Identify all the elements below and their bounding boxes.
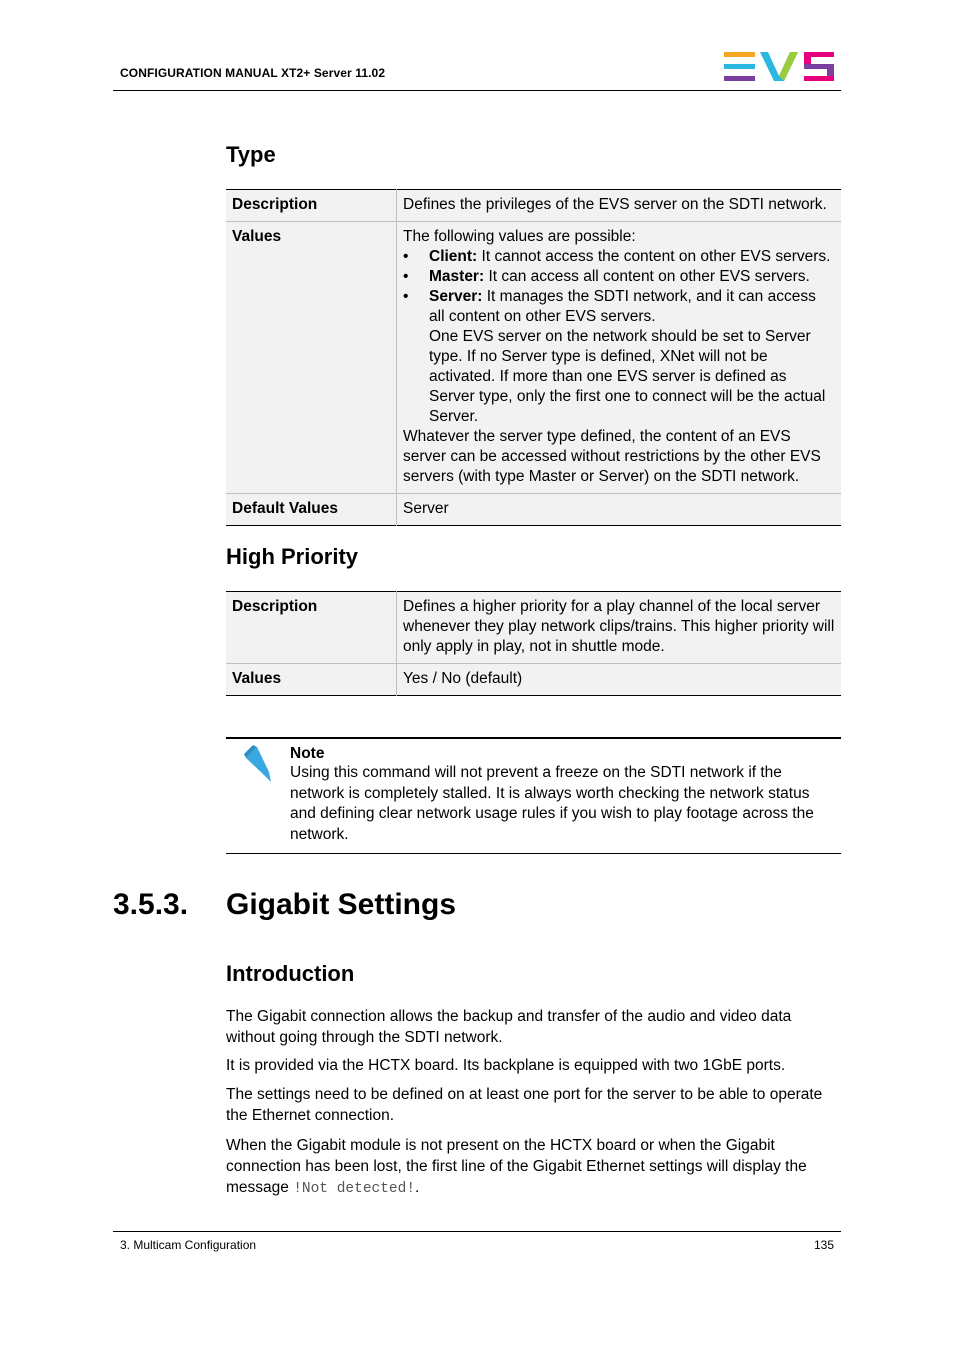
note-title: Note [290, 745, 325, 762]
values-list [403, 247, 835, 327]
evs-logo [724, 52, 836, 82]
note-text: Using this command will not prevent a freeze on the SDTI network if the network is completely stalled. It is always worth checking the network status and defining clear network usage rules if you wish to play footage across the network. [290, 764, 814, 843]
header-title: CONFIGURATION MANUAL XT2+ Server 11.02 [120, 66, 386, 80]
type-heading: Type [226, 142, 276, 167]
value-term: Master: [429, 268, 485, 285]
value-text: It manages the SDTI network, and it can access all content on other EVS servers. [429, 288, 816, 325]
paragraph: The Gigabit connection allows the backup and transfer of the audio and video data without going through the SDTI network. [226, 1008, 792, 1046]
header-rule [113, 90, 841, 91]
values-label: Values [226, 222, 397, 494]
table-row [226, 190, 841, 222]
table-row [226, 664, 841, 696]
section-title: Gigabit Settings [226, 888, 457, 921]
description-label: Description [226, 190, 397, 222]
server-note: One EVS server on the network should be set to Server type. If no Server type is defined, XNet will not be activated. If more than one EVS server is defined as Server type, only the first one to connect will be the actual Server. [429, 328, 826, 425]
pencil-icon [243, 744, 273, 784]
paragraph [226, 1135, 841, 1200]
type-table [226, 189, 841, 526]
introduction-heading: Introduction [226, 961, 355, 986]
footer-rule [113, 1231, 841, 1232]
list-item [403, 247, 835, 267]
values-value: Yes / No (default) [397, 664, 842, 696]
paragraph: It is provided via the HCTX board. Its backplane is equipped with two 1GbE ports. [226, 1057, 786, 1074]
value-text: It cannot access the content on other EVS servers. [477, 248, 831, 265]
values-cell [397, 222, 842, 494]
value-term: Client: [429, 248, 478, 265]
description-value: Defines a higher priority for a play channel of the local server whenever they play network clips/trains. This higher priority will only apply in play, not in shuttle mode. [397, 592, 842, 664]
list-item [403, 267, 835, 287]
value-text: It can access all content on other EVS servers. [484, 268, 810, 285]
values-label: Values [226, 664, 397, 696]
value-term: Server: [429, 288, 483, 305]
footer-chapter: 3. Multicam Configuration [120, 1238, 257, 1252]
values-outro: Whatever the server type defined, the content of an EVS server can be accessed without restrictions by the other EVS servers (with type Master or Server) on the SDTI network. [403, 428, 821, 485]
values-intro: The following values are possible: [403, 228, 636, 245]
paragraph: The settings need to be defined on at least one port for the server to be able to operate the Ethernet connection. [226, 1086, 823, 1124]
section-number: 3.5.3. [113, 888, 189, 921]
description-value: Defines the privileges of the EVS server on the SDTI network. [397, 190, 842, 222]
page-number: 135 [813, 1238, 834, 1252]
list-item [403, 287, 835, 327]
paragraph-text: When the Gigabit module is not present on the HCTX board or when the Gigabit connection has been lost, the first line of the Gigabit Ethernet settings will display the message [226, 1137, 807, 1196]
message-code: !Not detected! [293, 1181, 416, 1197]
table-row [226, 222, 841, 494]
high-priority-heading: High Priority [226, 544, 359, 569]
description-label: Description [226, 592, 397, 664]
priority-table [226, 591, 841, 696]
default-label: Default Values [226, 494, 397, 526]
table-row [226, 494, 841, 526]
default-value: Server [397, 494, 842, 526]
paragraph-end: . [415, 1179, 420, 1196]
table-row [226, 592, 841, 664]
